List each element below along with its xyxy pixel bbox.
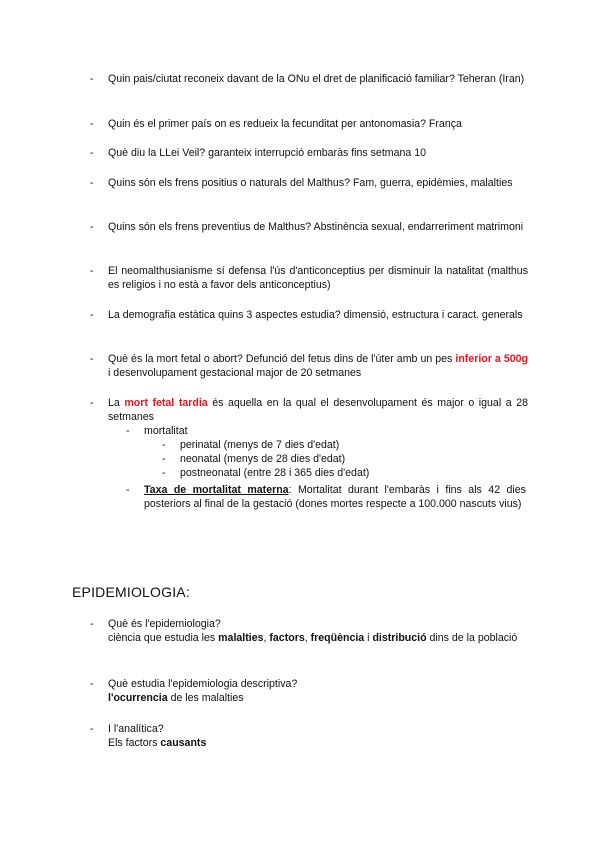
bullet-dash: -	[90, 221, 94, 233]
answer-text	[108, 691, 528, 705]
question-text: Quins són els frens preventius de Malthus? Abstinència sexual, endarreriment matrimoni	[108, 221, 524, 233]
term-bold: distribució	[372, 632, 427, 644]
question-item	[90, 176, 528, 190]
bullet-dash: -	[90, 309, 94, 321]
question-item	[90, 308, 528, 322]
bullet-dash: -	[90, 118, 94, 130]
question-item	[90, 722, 528, 750]
question-block	[108, 677, 528, 705]
question-text: Quins són els frens positius o naturals del Malthus? Fam, guerra, epidèmies, malalties	[108, 177, 513, 189]
text-normal: de les malalties	[167, 692, 244, 704]
term-bold: malalties	[218, 632, 264, 644]
subitem-label: mortalitat	[144, 425, 188, 437]
question-text	[108, 352, 528, 380]
question-item	[90, 617, 528, 645]
subsubitem-text: neonatal (menys de 28 dies d'edat)	[180, 453, 346, 465]
highlight-red: inferior a 500g	[455, 353, 528, 365]
question-text: Quin pais/ciutat reconeix davant de la ONu el dret de planificació familiar? Teheran (Iran)	[108, 73, 525, 85]
question-text: I l'analítica?	[108, 723, 164, 735]
text-normal: i desenvolupament gestacional major de 20 setmanes	[108, 367, 362, 379]
answer-text	[108, 631, 528, 645]
question-item	[90, 146, 528, 160]
subitem-mortalitat	[126, 424, 526, 438]
question-text: Quin és el primer país on es redueix la fecunditat per antonomasia? França	[108, 118, 462, 130]
text-normal: : Mortalitat durant l'embaràs i fins als 42 dies posteriors al final de la gestació (dones mortes respecte a 100.000 nascuts vius)	[144, 484, 526, 510]
question-item	[90, 352, 528, 380]
text-normal: ,	[304, 632, 311, 644]
section-heading: EPIDEMIOLOGIA:	[72, 584, 190, 600]
subitem-text	[144, 483, 526, 511]
text-normal: i	[364, 632, 373, 644]
bullet-dash: -	[90, 678, 94, 690]
question-text: El neomalthusianisme sí defensa l'ús d'anticonceptius per disminuir la natalitat (malthus es religios i no està a favor dels anticonceptius)	[108, 265, 528, 291]
bullet-dash: -	[162, 453, 166, 465]
question-text	[108, 396, 528, 424]
term-bold: causants	[160, 737, 207, 749]
answer-text	[108, 736, 528, 750]
text-normal: Els factors	[108, 737, 161, 749]
subsubitem-text: perinatal (menys de 7 dies d'edat)	[180, 439, 340, 451]
question-text: Què estudia l'epidemiologia descriptiva?	[108, 678, 298, 690]
bullet-dash: -	[126, 425, 130, 437]
bullet-dash: -	[90, 723, 94, 735]
term-bold: factors	[269, 632, 305, 644]
question-block	[108, 617, 528, 645]
bullet-dash: -	[90, 618, 94, 630]
question-item	[90, 396, 528, 424]
bullet-dash: -	[126, 484, 130, 496]
text-normal: ,	[263, 632, 270, 644]
subsubitem	[162, 438, 522, 452]
term-bold: freqüència	[310, 632, 365, 644]
subitem-taxa	[126, 483, 526, 511]
text-normal: La	[108, 397, 125, 409]
text-normal: dins de la població	[426, 632, 518, 644]
question-text: Què diu la LLei Veil? garanteix interrupció embaràs fins setmana 10	[108, 147, 426, 159]
question-text: La demografia estàtica quins 3 aspectes estudia? dimensió, estructura i caract. generals	[108, 309, 523, 321]
question-item	[90, 220, 528, 234]
bullet-dash: -	[90, 177, 94, 189]
subsubitem	[162, 466, 522, 480]
text-normal: ciència que estudia les	[108, 632, 219, 644]
question-text: Què és l'epidemiologia?	[108, 618, 221, 630]
bullet-dash: -	[90, 353, 94, 365]
bullet-dash: -	[90, 265, 94, 277]
subsubitem-text: postneonatal (entre 28 i 365 dies d'edat)	[180, 467, 370, 479]
text-normal: és aquella en la qual el desenvolupament és major o igual a 28 setmanes	[108, 397, 528, 423]
bullet-dash: -	[90, 397, 94, 409]
term-bold: l'ocurrencia	[108, 692, 168, 704]
bullet-dash: -	[162, 439, 166, 451]
question-item	[90, 264, 528, 292]
bullet-dash: -	[162, 467, 166, 479]
text-normal: Què és la mort fetal o abort? Defunció del fetus dins de l'úter amb un pes	[108, 353, 456, 365]
question-item	[90, 117, 528, 131]
bullet-dash: -	[90, 147, 94, 159]
highlight-red: mort fetal tardia	[124, 397, 208, 409]
bullet-dash: -	[90, 73, 94, 85]
term-bold-underline: Taxa de mortalitat materna	[144, 484, 289, 496]
question-item	[90, 677, 528, 705]
question-item	[90, 72, 528, 86]
question-block	[108, 722, 528, 750]
subsubitem	[162, 452, 522, 466]
